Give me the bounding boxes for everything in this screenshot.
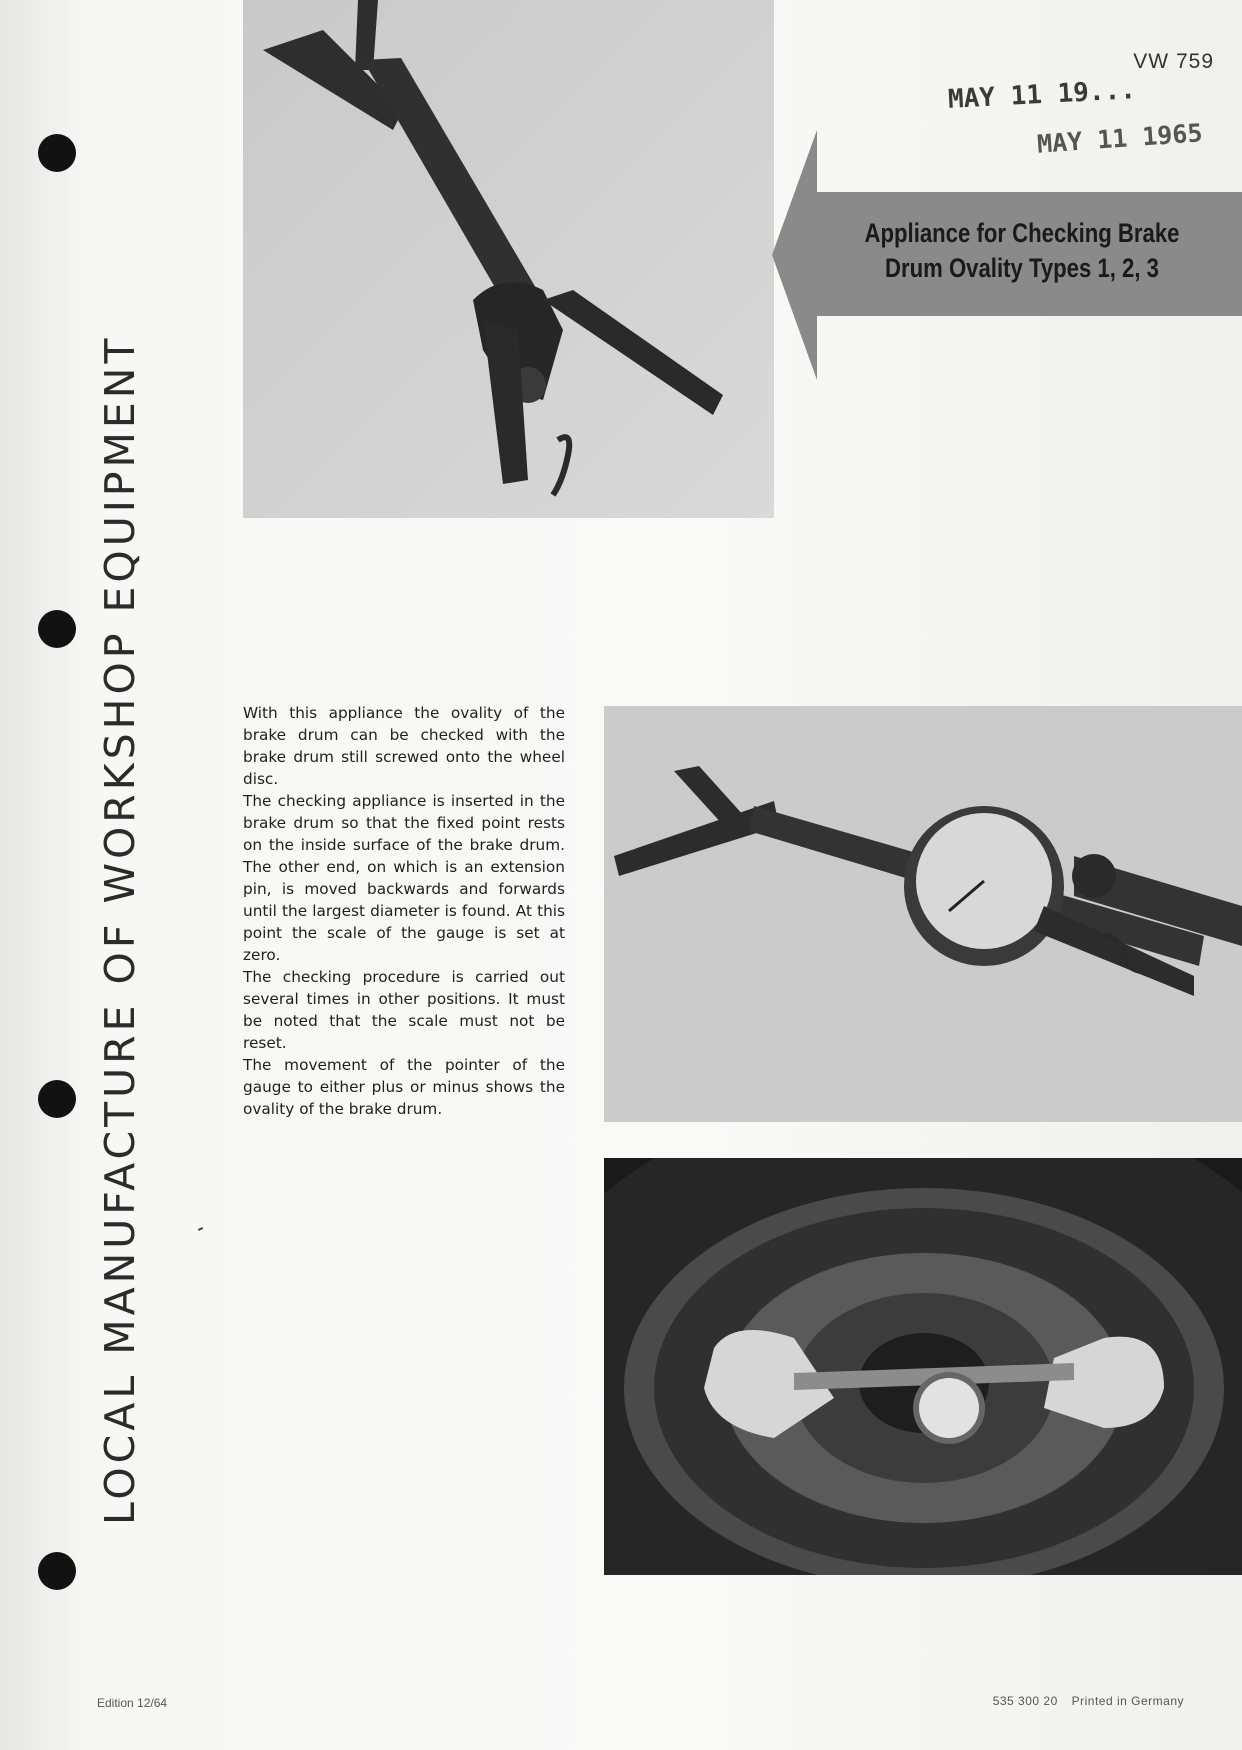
punch-hole bbox=[38, 134, 76, 172]
paragraph: With this appliance the ovality of the brake drum can be checked with the brake drum still screwed onto the wheel disc. bbox=[243, 704, 565, 788]
punch-hole bbox=[38, 1080, 76, 1118]
paragraph: The checking procedure is carried out several times in other positions. It must be noted that the scale must not be reset. bbox=[243, 968, 565, 1052]
punch-hole bbox=[38, 610, 76, 648]
page-title: Appliance for Checking Brake Drum Ovality Types 1, 2, 3 bbox=[864, 218, 1180, 283]
punch-hole bbox=[38, 1552, 76, 1590]
paragraph: The checking appliance is inserted in the brake drum so that the fixed point rests on the inside surface of the brake drum. The other end, on which is an extension pin, is moved backwards and forwards until the largest diameter is found. At this point the scale of the gauge is set at zero. bbox=[243, 792, 565, 964]
side-title: LOCAL MANUFACTURE OF WORKSHOP EQUIPMENT bbox=[96, 334, 144, 1525]
printed-label: Printed in Germany bbox=[1071, 1694, 1184, 1708]
appliance-photo bbox=[243, 0, 774, 518]
document-number: VW 759 bbox=[1133, 50, 1214, 73]
appliance-in-use-photo bbox=[604, 1158, 1242, 1575]
appliance-with-gauge-photo bbox=[604, 706, 1242, 1122]
part-number: 535 300 20 bbox=[992, 1694, 1058, 1708]
paragraph: The movement of the pointer of the gauge to either plus or minus shows the ovality of the brake drum. bbox=[243, 1056, 565, 1118]
print-info bbox=[983, 1694, 1184, 1708]
date-stamp: MAY 11 19... bbox=[947, 75, 1137, 115]
description-text bbox=[243, 702, 565, 1120]
date-stamp: MAY 11 1965 bbox=[1036, 118, 1204, 159]
edition-label: Edition 12/64 bbox=[97, 1696, 168, 1710]
